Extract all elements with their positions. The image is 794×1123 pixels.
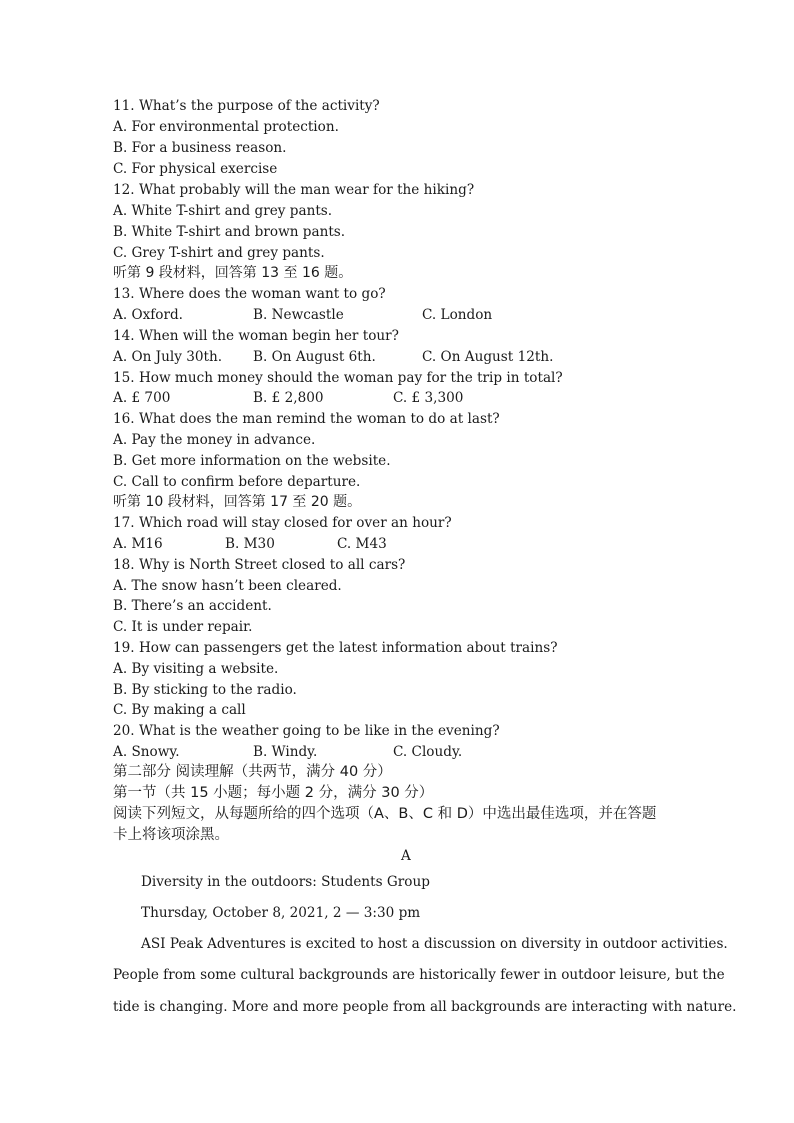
instructions-line-2: 卡上将该项涂黑。 bbox=[113, 827, 229, 843]
option-a: A. Snowy. bbox=[113, 744, 180, 760]
question-15-stem: 15. How much money should the woman pay for the trip in total? bbox=[113, 370, 563, 386]
option-c: C. On August 12th. bbox=[422, 349, 554, 365]
question-18-option-a: A. The snow hasn’t been cleared. bbox=[113, 578, 342, 594]
question-18-option-b: B. There’s an accident. bbox=[113, 598, 272, 614]
question-11-stem: 11. What’s the purpose of the activity? bbox=[113, 98, 380, 114]
question-12-option-b: B. White T-shirt and brown pants. bbox=[113, 224, 346, 240]
option-c: C. London bbox=[422, 307, 493, 323]
section-10-heading: 听第 10 段材料，回答第 17 至 20 题。 bbox=[113, 494, 362, 510]
question-19-option-c: C. By making a call bbox=[113, 702, 246, 718]
option-a: A. M16 bbox=[113, 536, 163, 552]
question-19-option-a: A. By visiting a website. bbox=[113, 661, 279, 677]
question-19-option-b: B. By sticking to the radio. bbox=[113, 682, 297, 698]
option-a: A. On July 30th. bbox=[113, 349, 223, 365]
question-11-option-a: A. For environmental protection. bbox=[113, 119, 339, 135]
section-9-heading: 听第 9 段材料，回答第 13 至 16 题。 bbox=[113, 265, 353, 281]
passage-text-line-2: People from some cultural backgrounds are historically fewer in outdoor leisure, but the bbox=[113, 967, 725, 983]
passage-text-line-1: ASI Peak Adventures is excited to host a discussion on diversity in outdoor activities. bbox=[141, 936, 728, 952]
option-c: C. £ 3,300 bbox=[393, 390, 464, 406]
passage-title: Diversity in the outdoors: Students Group bbox=[141, 874, 430, 890]
question-11-option-b: B. For a business reason. bbox=[113, 140, 287, 156]
option-c: C. Cloudy. bbox=[393, 744, 463, 760]
question-12-stem: 12. What probably will the man wear for the hiking? bbox=[113, 182, 475, 198]
option-b: B. On August 6th. bbox=[253, 349, 376, 365]
section-1-title: 第一节（共 15 小题；每小题 2 分，满分 30 分） bbox=[113, 785, 434, 801]
passage-text-line-3: tide is changing. More and more people from all backgrounds are interacting with nature. bbox=[113, 999, 737, 1015]
option-b: B. £ 2,800 bbox=[253, 390, 324, 406]
option-a: A. Oxford. bbox=[113, 307, 184, 323]
question-16-option-c: C. Call to confirm before departure. bbox=[113, 474, 361, 490]
question-12-option-c: C. Grey T-shirt and grey pants. bbox=[113, 245, 325, 261]
question-16-stem: 16. What does the man remind the woman to do at last? bbox=[113, 411, 500, 427]
question-20-stem: 20. What is the weather going to be like in the evening? bbox=[113, 723, 500, 739]
option-a: A. £ 700 bbox=[113, 390, 171, 406]
question-17-stem: 17. Which road will stay closed for over an hour? bbox=[113, 515, 452, 531]
question-13-stem: 13. Where does the woman want to go? bbox=[113, 286, 386, 302]
question-16-option-a: A. Pay the money in advance. bbox=[113, 432, 316, 448]
passage-label: A bbox=[401, 848, 411, 864]
question-16-option-b: B. Get more information on the website. bbox=[113, 453, 391, 469]
option-c: C. M43 bbox=[337, 536, 387, 552]
instructions-line-1: 阅读下列短文，从每题所给的四个选项（A、B、C 和 D）中选出最佳选项，并在答题 bbox=[113, 806, 657, 822]
question-19-stem: 19. How can passengers get the latest information about trains? bbox=[113, 640, 558, 656]
question-18-option-c: C. It is under repair. bbox=[113, 619, 253, 635]
part-2-title: 第二部分 阅读理解（共两节，满分 40 分） bbox=[113, 764, 392, 780]
passage-date: Thursday, October 8, 2021, 2 — 3:30 pm bbox=[141, 905, 421, 921]
option-b: B. M30 bbox=[225, 536, 275, 552]
option-b: B. Windy. bbox=[253, 744, 318, 760]
option-b: B. Newcastle bbox=[253, 307, 344, 323]
question-12-option-a: A. White T-shirt and grey pants. bbox=[113, 203, 333, 219]
question-14-stem: 14. When will the woman begin her tour? bbox=[113, 328, 399, 344]
question-11-option-c: C. For physical exercise bbox=[113, 161, 278, 177]
question-18-stem: 18. Why is North Street closed to all cars? bbox=[113, 557, 406, 573]
